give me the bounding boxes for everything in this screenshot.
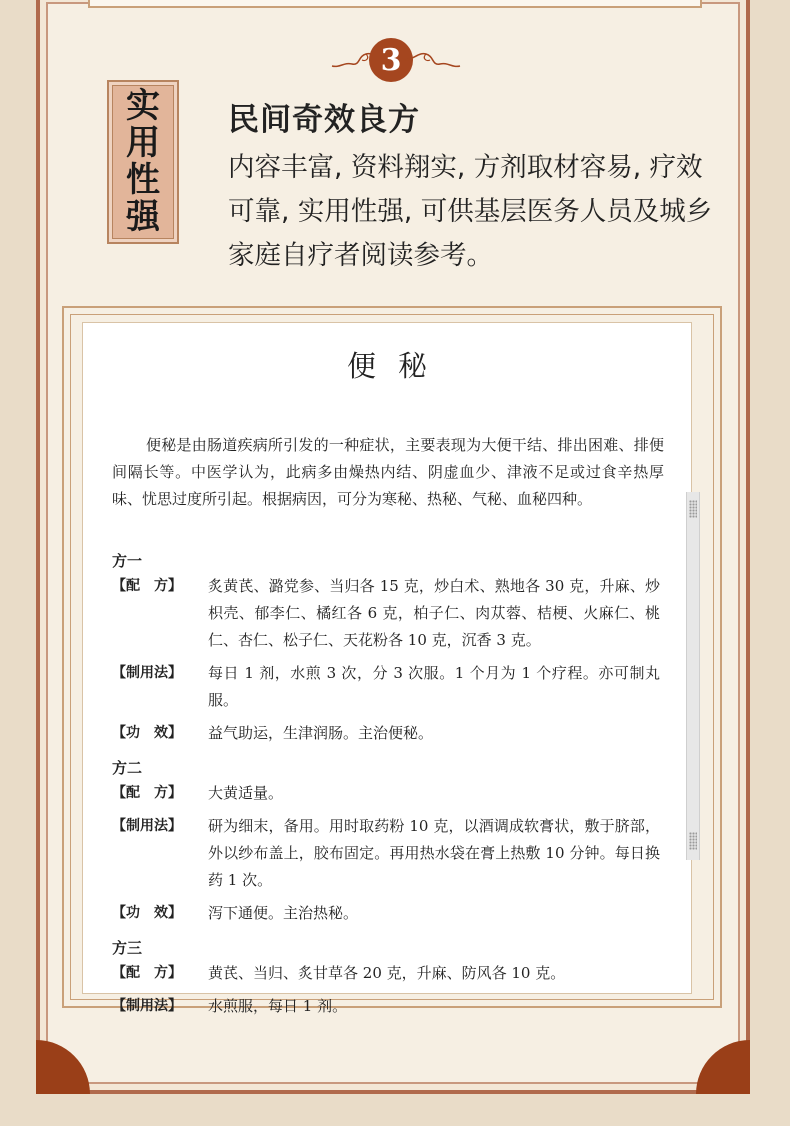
recipe-name: 方二 (112, 759, 143, 777)
row-label: 【制用法】 (112, 665, 182, 681)
row-label: 【功 效】 (112, 905, 182, 921)
feature-description: 内容丰富, 资料翔实, 方剂取材容易, 疗效可靠, 实用性强, 可供基层医务人员及城乡家庭自疗者阅读参考。 (228, 152, 713, 271)
document-title: 便秘 (346, 349, 449, 383)
page-scrollbar (686, 492, 700, 860)
recipe-row (112, 660, 672, 714)
number-badge-group (330, 30, 460, 90)
row-label: 【配 方】 (112, 965, 182, 981)
recipe-row (112, 993, 672, 1020)
feature-title: 民间奇效良方 (228, 102, 420, 138)
recipe-row (112, 720, 672, 747)
recipe-name: 方三 (112, 939, 143, 957)
recipe-row (112, 813, 672, 894)
recipe-2 (112, 757, 672, 927)
row-text: 炙黄芪、潞党参、当归各 15 克，炒白术、熟地各 30 克，升麻、炒枳壳、郁李仁、橘红各 6 克，柏子仁、肉苁蓉、桔梗、火麻仁、桃仁、杏仁、松子仁、天花粉各 10 克，沉香 3 克。 (208, 577, 660, 649)
recipe-1 (112, 550, 672, 747)
scrollbar-grip-top-icon (689, 500, 697, 518)
feature-label-box (107, 80, 179, 244)
row-text: 泻下通便。主治热秘。 (208, 904, 359, 922)
recipe-row (112, 573, 672, 654)
row-label: 【制用法】 (112, 998, 182, 1014)
recipe-row (112, 900, 672, 927)
cloud-ornament-right-icon (402, 48, 462, 72)
row-text: 大黄适量。 (208, 784, 284, 802)
row-text: 研为细末，备用。用时取药粉 10 克，以酒调成软膏状，敷于脐部，外以纱布盖上，胶布固定。再用热水袋在膏上热敷 10 分钟。每日换药 1 次。 (208, 817, 660, 889)
row-label: 【制用法】 (112, 818, 182, 834)
number-badge: 3 (369, 38, 413, 82)
row-label: 【功 效】 (112, 725, 182, 741)
row-text: 黄芪、当归、炙甘草各 20 克，升麻、防风各 10 克。 (208, 964, 566, 982)
recipe-row (112, 960, 672, 987)
recipe-name: 方一 (112, 552, 143, 570)
row-text: 每日 1 剂，水煎 3 次，分 3 次服。1 个月为 1 个疗程。亦可制丸服。 (208, 664, 660, 709)
row-label: 【配 方】 (112, 785, 182, 801)
document-intro: 便秘是由肠道疾病所引发的一种症状，主要表现为大便干结、排出困难、排便间隔长等。中医学认为，此病多由燥热内结、阴虚血少、津液不足或过食辛热厚味、忧思过度所引起。根据病因，可分为寒秘、热秘、气秘、血秘四种。 (112, 436, 664, 508)
recipe-list (112, 550, 672, 1030)
recipe-3 (112, 937, 672, 1020)
scrollbar-grip-bottom-icon (689, 832, 697, 850)
row-text: 益气助运，生津润肠。主治便秘。 (208, 724, 434, 742)
row-text: 水煎服，每日 1 剂。 (208, 997, 348, 1015)
recipe-row (112, 780, 672, 807)
feature-label: 实用性强 (126, 86, 160, 237)
top-panel (88, 0, 702, 8)
row-label: 【配 方】 (112, 578, 182, 594)
